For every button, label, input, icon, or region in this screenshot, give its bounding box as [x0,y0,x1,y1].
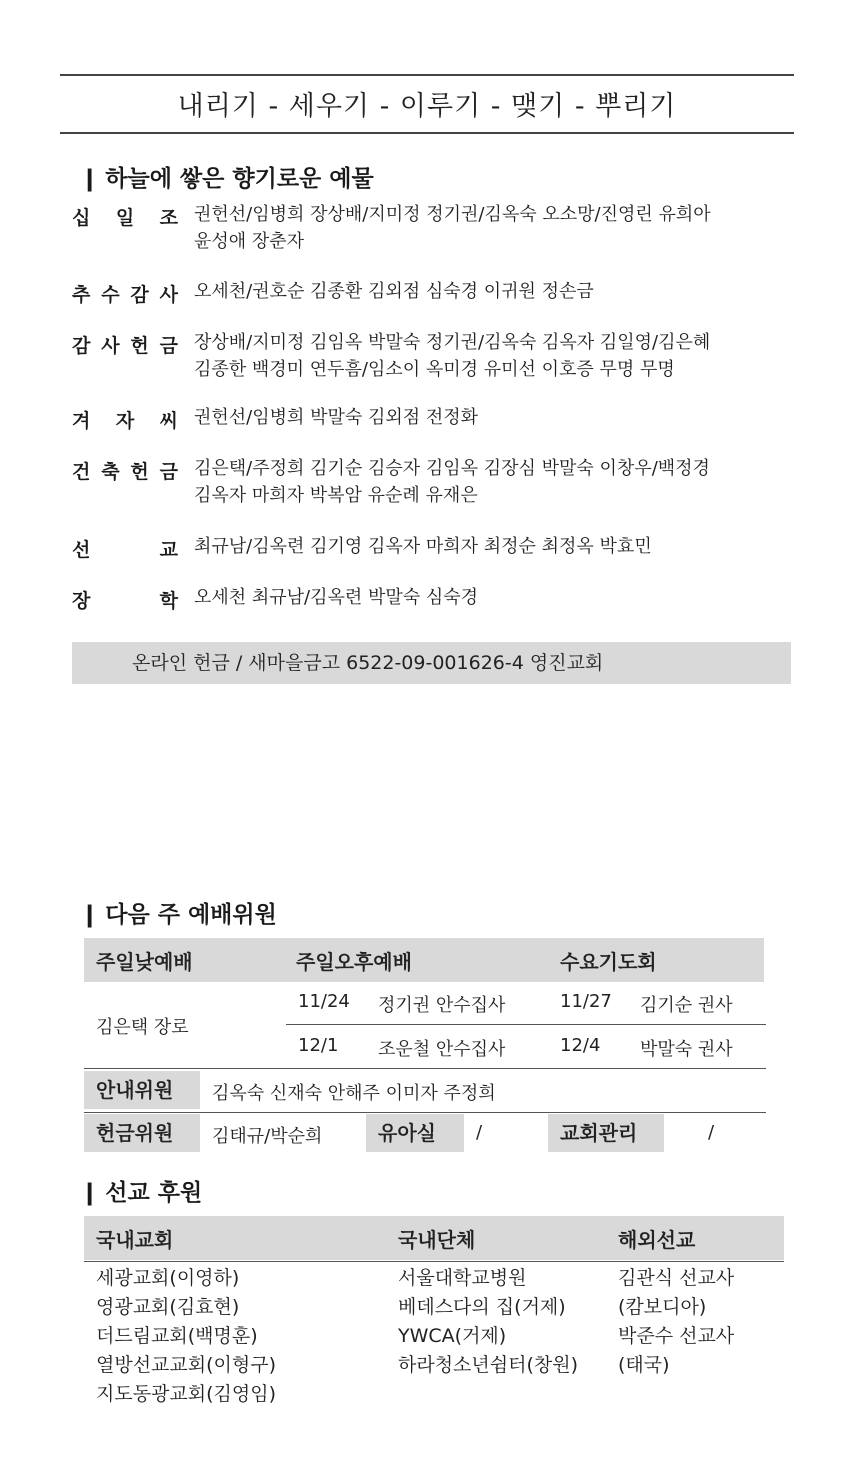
offering-committee-names: 김태규/박순희 [212,1126,323,1147]
list-item: 베데스다의 집(거제) [398,1296,566,1318]
pm-name-2: 조운철 안수집사 [378,1039,506,1060]
offering-category-label [72,457,178,484]
wed-name-2: 박말숙 권사 [640,1039,733,1060]
committee-rule-1 [84,1068,766,1069]
facility-label: 교회관리 [548,1114,664,1152]
offering-category-label [72,586,178,613]
top-rule [60,74,794,76]
wed-date-2: 12/4 [560,1035,601,1056]
list-item: 하라청소년쉼터(창원) [398,1354,579,1376]
names-line: 권헌선/임병희 장상배/지미정 정기권/김옥숙 오소망/진영린 유희아 [194,204,711,225]
mission-header-rule [84,1261,784,1262]
label-char: 조 [159,207,178,229]
offering-names [194,278,794,305]
offering-committee-label: 헌금위원 [84,1114,200,1152]
list-item: 영광교회(김효현) [96,1296,240,1318]
label-char: 일 [115,207,135,229]
committee-rule-2 [84,1112,766,1113]
label-char: 건 [72,461,91,483]
label-char: 씨 [159,410,178,432]
list-item: 김관식 선교사 [618,1267,735,1289]
offering-names [194,404,794,431]
pm-date-1: 11/24 [298,991,350,1012]
label-char: 헌 [130,335,149,357]
committee-heading: ❙ 다음 주 예배위원 [80,896,277,929]
names-line: 윤성애 장춘자 [194,231,305,252]
names-line: 권헌선/임병희 박말숙 김외점 전정화 [194,407,479,428]
header-sunday-afternoon: 주일오후예배 [296,950,412,974]
committee-inner-rule [286,1024,766,1025]
list-item: 세광교회(이영하) [96,1267,240,1289]
header-domestic-orgs: 국내단체 [398,1228,476,1252]
wed-date-1: 11/27 [560,991,612,1012]
names-line: 김옥자 마희자 박복암 유순례 유재은 [194,485,478,506]
list-item: 지도동광교회(김영임) [96,1383,277,1405]
domestic-churches-list [96,1264,276,1409]
list-item: (태국) [618,1354,670,1376]
names-line: 장상배/지미정 김임옥 박말숙 정기권/김옥숙 김옥자 김일영/김은혜 [194,332,711,353]
banner-bottom-rule [60,132,794,134]
label-char: 자 [115,410,135,432]
label-char: 장 [72,590,91,612]
list-item: 서울대학교병원 [398,1267,527,1289]
list-item: (캄보디아) [618,1296,707,1318]
names-line: 오세천 최규남/김옥련 박말숙 심숙경 [194,587,479,608]
label-char: 금 [159,461,178,483]
wed-name-1: 김기순 권사 [640,995,733,1016]
label-char: 십 [72,207,91,229]
online-offering-banner: 온라인 헌금 / 새마을금고 6522-09-001626-4 영진교회 [72,642,791,684]
offering-category-label [72,406,178,433]
mission-heading: ❙ 선교 후원 [80,1174,202,1207]
list-item: 열방선교교회(이형구) [96,1354,277,1376]
names-line: 오세천/권호순 김종환 김외점 심숙경 이귀원 정손금 [194,281,594,302]
header-domestic-churches: 국내교회 [96,1228,174,1252]
label-char: 감 [130,284,149,306]
page-banner: 내리기 - 세우기 - 이루기 - 맺기 - 뿌리기 [177,91,677,122]
label-char: 사 [101,335,120,357]
usher-label: 안내위원 [84,1071,200,1109]
label-char: 금 [159,335,178,357]
offering-category-label [72,203,178,230]
offering-names [194,533,794,560]
offering-names [194,455,794,509]
offering-category-label [72,535,178,562]
nursery-label: 유아실 [366,1114,464,1152]
header-overseas: 해외선교 [618,1228,696,1252]
label-char: 수 [101,284,120,306]
offering-category-label [72,331,178,358]
domestic-orgs-list [398,1264,578,1380]
label-char: 추 [72,284,91,306]
label-char: 선 [72,539,91,561]
label-char: 학 [159,590,178,612]
header-sunday-morning: 주일낮예배 [96,950,193,974]
list-item: 박준수 선교사 [618,1325,735,1347]
offering-names [194,584,794,611]
facility-value: / [708,1122,715,1143]
names-line: 김은택/주정희 김기순 김승자 김임옥 김장심 박말숙 이창우/백정경 [194,458,710,479]
label-char: 헌 [130,461,149,483]
pm-date-2: 12/1 [298,1035,339,1056]
usher-names: 김옥숙 신재숙 안해주 이미자 주정희 [212,1083,496,1104]
offering-names [194,201,794,255]
nursery-value: / [476,1122,483,1143]
label-char: 감 [72,335,91,357]
offering-category-label [72,280,178,307]
names-line: 최규남/김옥련 김기영 김옥자 마희자 최정순 최정옥 박효민 [194,536,652,557]
label-char: 축 [101,461,120,483]
label-char: 사 [159,284,178,306]
sunday-morning-name: 김은택 장로 [96,1017,189,1038]
label-char: 교 [159,539,178,561]
offerings-heading: ❙ 하늘에 쌓은 향기로운 예물 [80,160,374,193]
overseas-list [618,1264,734,1380]
label-char: 겨 [72,410,91,432]
list-item: YWCA(거제) [398,1325,507,1347]
offering-names [194,329,794,383]
header-wednesday-prayer: 수요기도회 [560,950,657,974]
pm-name-1: 정기권 안수집사 [378,995,506,1016]
names-line: 김종한 백경미 연두흠/임소이 옥미경 유미선 이호증 무명 무명 [194,359,675,380]
list-item: 더드림교회(백명훈) [96,1325,258,1347]
